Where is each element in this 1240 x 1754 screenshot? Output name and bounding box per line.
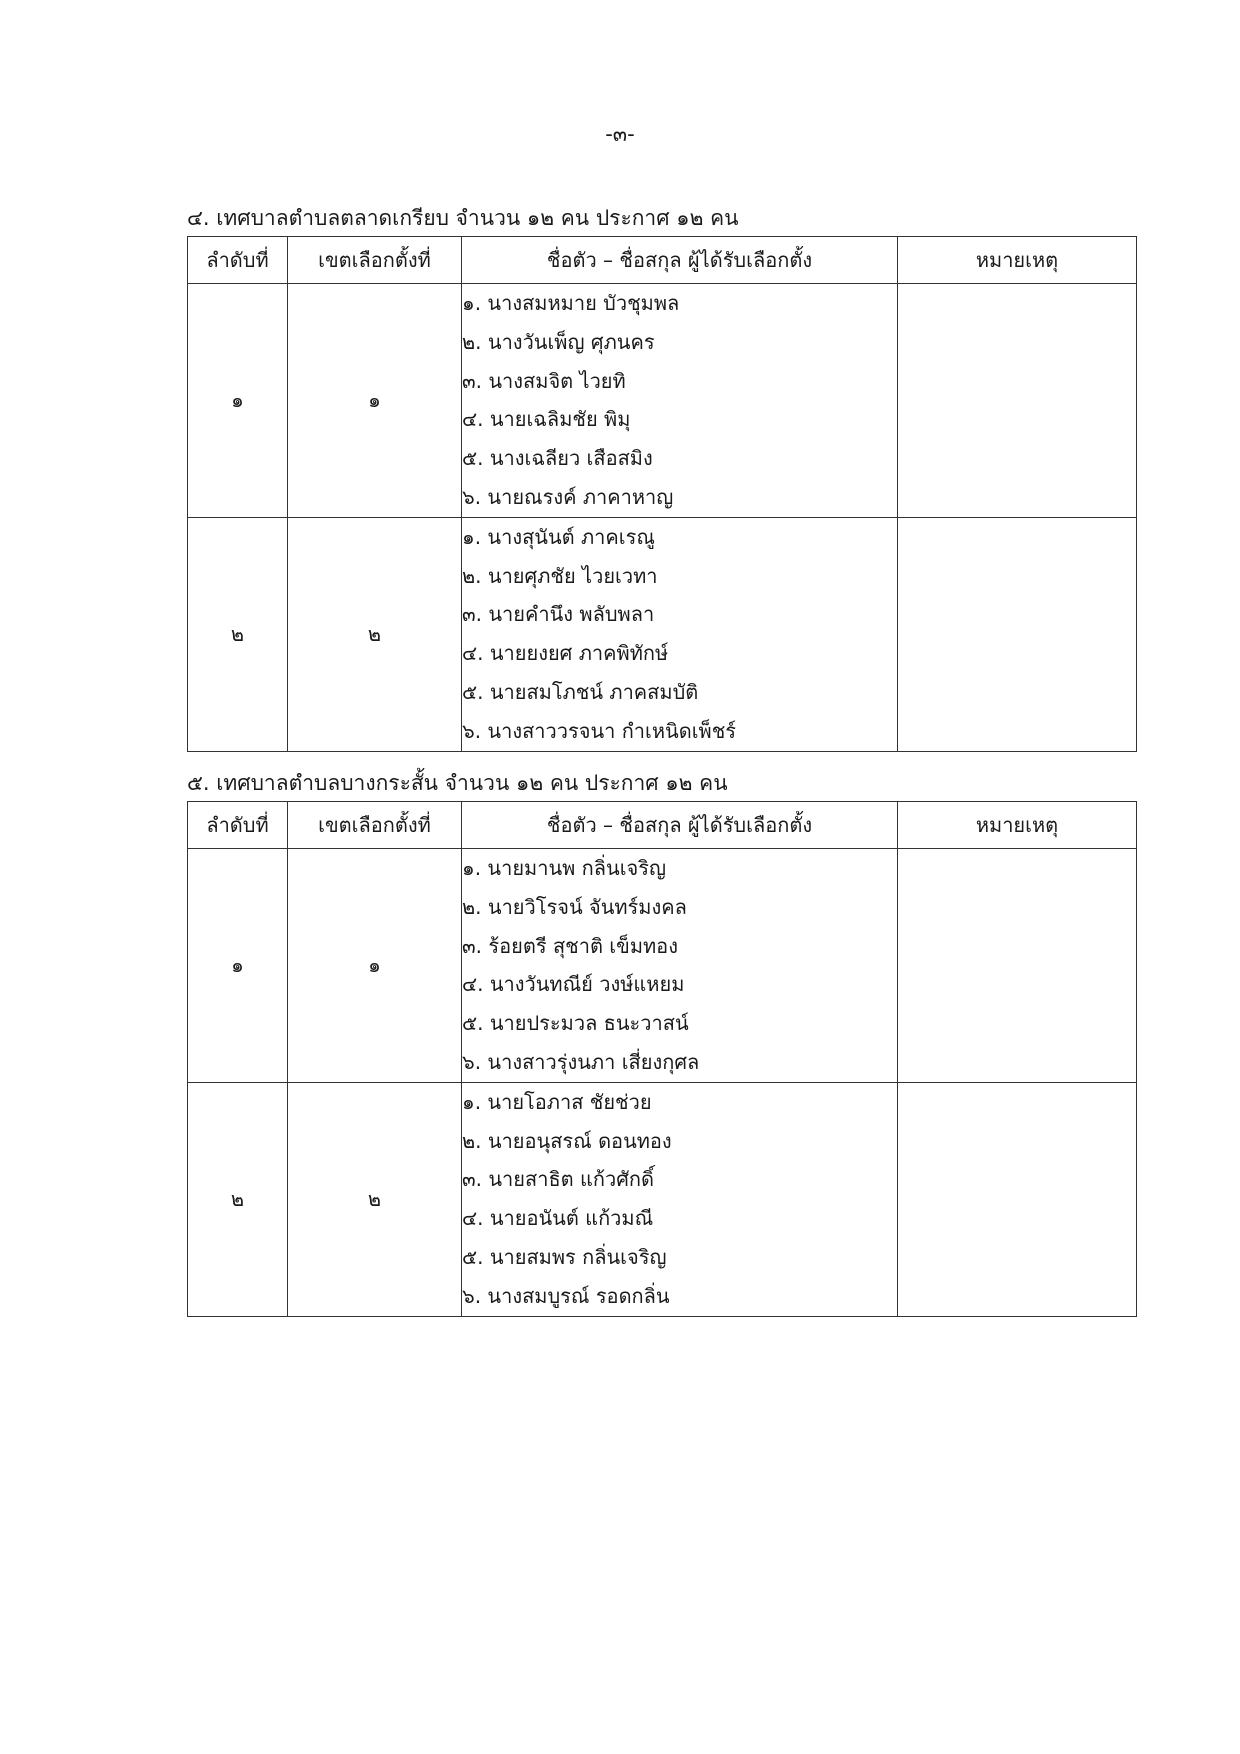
elected-name: ๓. นางสมจิต ไวยทิ — [462, 368, 626, 393]
table-header-row — [188, 237, 1137, 284]
header-names: ชื่อตัว – ชื่อสกุล ผู้ได้รับเลือกตั้ง — [462, 237, 898, 284]
table-row — [188, 1082, 1137, 1316]
names-cell — [462, 849, 898, 1083]
section-title: ๕. เทศบาลตำบลบางกระสั้น จำนวน ๑๒ คน ประกาศ ๑๒ คน — [187, 771, 728, 795]
header-note: หมายเหตุ — [898, 237, 1137, 284]
order-cell: ๑ — [188, 849, 288, 1083]
elected-name: ๔. นายยงยศ ภาคพิทักษ์ — [462, 641, 669, 666]
page-number: -๓- — [605, 122, 635, 146]
note-cell — [898, 849, 1137, 1083]
election-result-table — [187, 801, 1137, 1317]
elected-name: ๒. นายศุภชัย ไวยเวทา — [462, 563, 658, 588]
header-names: ชื่อตัว – ชื่อสกุล ผู้ได้รับเลือกตั้ง — [462, 802, 898, 849]
section-bang-krasan — [187, 768, 1136, 1317]
elected-name: ๖. นางสาววรจนา กำเหนิดเพ็ชร์ — [462, 718, 737, 743]
order-cell: ๒ — [188, 517, 288, 751]
elected-name: ๕. นายประมวล ธนะวาสน์ — [462, 1011, 689, 1036]
names-cell — [462, 517, 898, 751]
table-row — [188, 284, 1137, 518]
table-row — [188, 517, 1137, 751]
header-district: เขตเลือกตั้งที่ — [288, 802, 462, 849]
order-cell: ๑ — [188, 284, 288, 518]
section-talat-kriap — [187, 203, 1136, 752]
elected-name: ๕. นายสมโภชน์ ภาคสมบัติ — [462, 679, 699, 704]
note-cell — [898, 284, 1137, 518]
elected-name: ๔. นายเฉลิมชัย พิมุ — [462, 407, 631, 432]
district-cell: ๒ — [288, 517, 462, 751]
note-cell — [898, 1082, 1137, 1316]
order-cell: ๒ — [188, 1082, 288, 1316]
names-cell — [462, 284, 898, 518]
elected-name: ๖. นายณรงค์ ภาคาหาญ — [462, 484, 674, 509]
header-district: เขตเลือกตั้งที่ — [288, 237, 462, 284]
header-order: ลำดับที่ — [188, 237, 288, 284]
elected-name: ๖. นางสาวรุ่งนภา เสี่ยงกุศล — [462, 1049, 700, 1074]
elected-name: ๔. นายอนันต์ แก้วมณี — [462, 1206, 654, 1231]
elected-name: ๔. นางวันทณีย์ วงษ์แหยม — [462, 972, 685, 997]
table-header-row — [188, 802, 1137, 849]
elected-name: ๑. นายมานพ กลิ่นเจริญ — [462, 856, 667, 880]
district-cell: ๑ — [288, 849, 462, 1083]
elected-name: ๑. นางสุนันต์ ภาคเรณู — [462, 524, 655, 549]
elected-name: ๑. นางสมหมาย บัวชุมพล — [462, 291, 680, 315]
note-cell — [898, 517, 1137, 751]
elected-name: ๕. นางเฉลียว เสือสมิง — [462, 446, 653, 471]
elected-name: ๒. นางวันเพ็ญ ศุภนคร — [462, 329, 655, 354]
district-cell: ๒ — [288, 1082, 462, 1316]
elected-name: ๖. นางสมบูรณ์ รอดกลิ่น — [462, 1283, 670, 1308]
elected-name: ๒. นายวิโรจน์ จันทร์มงคล — [462, 894, 687, 919]
elected-name: ๕. นายสมพร กลิ่นเจริญ — [462, 1244, 667, 1269]
header-note: หมายเหตุ — [898, 802, 1137, 849]
elected-name: ๓. นายคำนึง พลับพลา — [462, 602, 655, 627]
election-result-table — [187, 236, 1137, 752]
elected-name: ๓. นายสาธิต แก้วศักดิ์ — [462, 1167, 655, 1192]
section-title: ๔. เทศบาลตำบลตลาดเกรียบ จำนวน ๑๒ คน ประกาศ ๑๒ คน — [187, 206, 739, 230]
elected-name: ๑. นายโอภาส ชัยช่วย — [462, 1089, 652, 1114]
district-cell: ๑ — [288, 284, 462, 518]
elected-name: ๒. นายอนุสรณ์ ดอนทอง — [462, 1128, 672, 1153]
header-order: ลำดับที่ — [188, 802, 288, 849]
elected-name: ๓. ร้อยตรี สุชาติ เข็มทอง — [462, 933, 678, 958]
table-row — [188, 849, 1137, 1083]
names-cell — [462, 1082, 898, 1316]
